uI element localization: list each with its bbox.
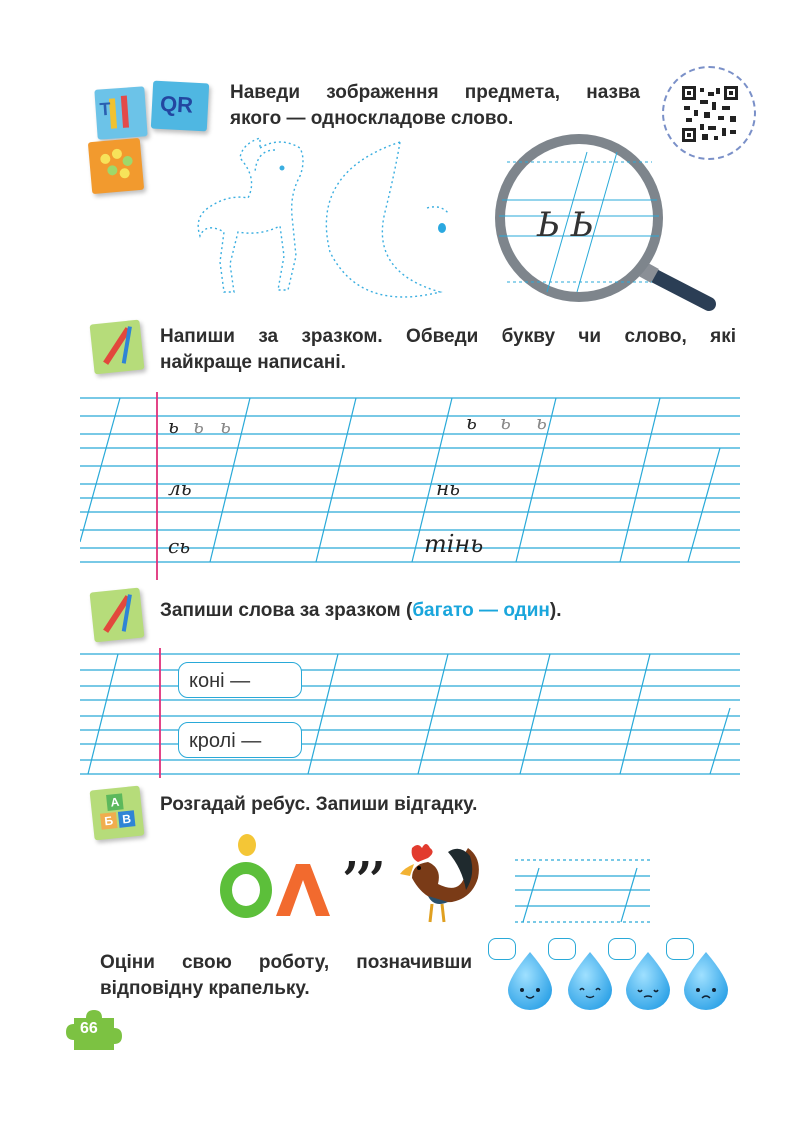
task3-instruction [160,598,562,624]
word-kroli: кролі — [189,730,262,752]
rebus-dot [238,834,256,856]
drop-content-icon [568,952,612,1010]
dotted-moon [326,142,449,297]
qr-sticker [151,81,209,132]
dots-sticker [88,138,144,194]
word-box-koni [178,662,302,698]
rebus-letter-o [220,862,272,918]
task3-highlight: багато — один [412,600,550,621]
pencil-sticker-1 [90,320,145,375]
trace-soft-sign-1: ь [193,414,204,438]
pencil-icon [90,320,145,375]
task4-instruction: Розгадай ребус. Запиши відгадку. [160,794,478,815]
rating-drops [500,950,732,1010]
sample-word-tin: тінь [424,530,484,558]
sample-soft-sign-1: ь [168,414,179,438]
magnifier-letters: Ь Ь [537,205,594,245]
task2-line1: Напиши за зразком. Обведи букву чи слово, які [160,326,736,347]
sample-word-s: сь [168,534,191,558]
answer-lines [515,856,650,926]
sample-word-l: ль [168,476,192,500]
sample-soft-sign-2: ь [466,410,477,434]
rebus-letters [218,832,338,922]
evaluation-instruction [100,950,472,1002]
dots-icon [88,138,144,194]
paint-brush-icon [94,86,147,139]
pencil-icon-2 [90,588,145,643]
block-a: А [106,793,124,811]
task3-text-before: Запиши слова за зразком ( [160,600,413,621]
pencil-sticker-2 [90,588,145,643]
draw-sticker [94,86,147,139]
dotted-drawings [165,130,495,310]
task2-line2: найкраще написані. [160,352,346,373]
moon-eye [438,223,446,233]
rebus-letter-l [274,860,334,920]
word-box-kroli [178,722,302,758]
magnifier-illustration [487,132,727,322]
trace-soft-sign-3: ь [500,410,511,434]
page-number: 66 [80,1020,98,1037]
trace-soft-sign-4: ь [536,410,547,434]
horse-eye [280,166,285,171]
task2-instruction [160,324,736,376]
blocks-sticker [90,786,145,841]
qr-sticker-label: QR [159,90,194,118]
svg-text:T: T [99,98,112,120]
drop-happy-icon [508,952,552,1010]
task3-text-after: ). [549,600,562,621]
drop-sad-icon [684,952,728,1010]
task1-line1: Наведи зображення предмета, назва [230,82,640,103]
word-koni: коні — [189,670,251,692]
evaluation-line1: Оціни свою роботу, позначивши [100,952,472,973]
rooster-icon [388,838,480,928]
task1-line2: якого — односкладове слово. [230,108,514,129]
evaluation-line2: відповідну крапельку. [100,978,310,999]
task1-instruction [230,80,640,132]
drop-neutral-icon [626,952,670,1010]
rebus-commas: ,,, [344,828,384,879]
block-v: В [118,810,136,828]
sample-word-n: нь [436,476,461,500]
dotted-horse [198,138,303,292]
trace-soft-sign-2: ь [220,414,231,438]
block-b: Б [100,812,118,830]
